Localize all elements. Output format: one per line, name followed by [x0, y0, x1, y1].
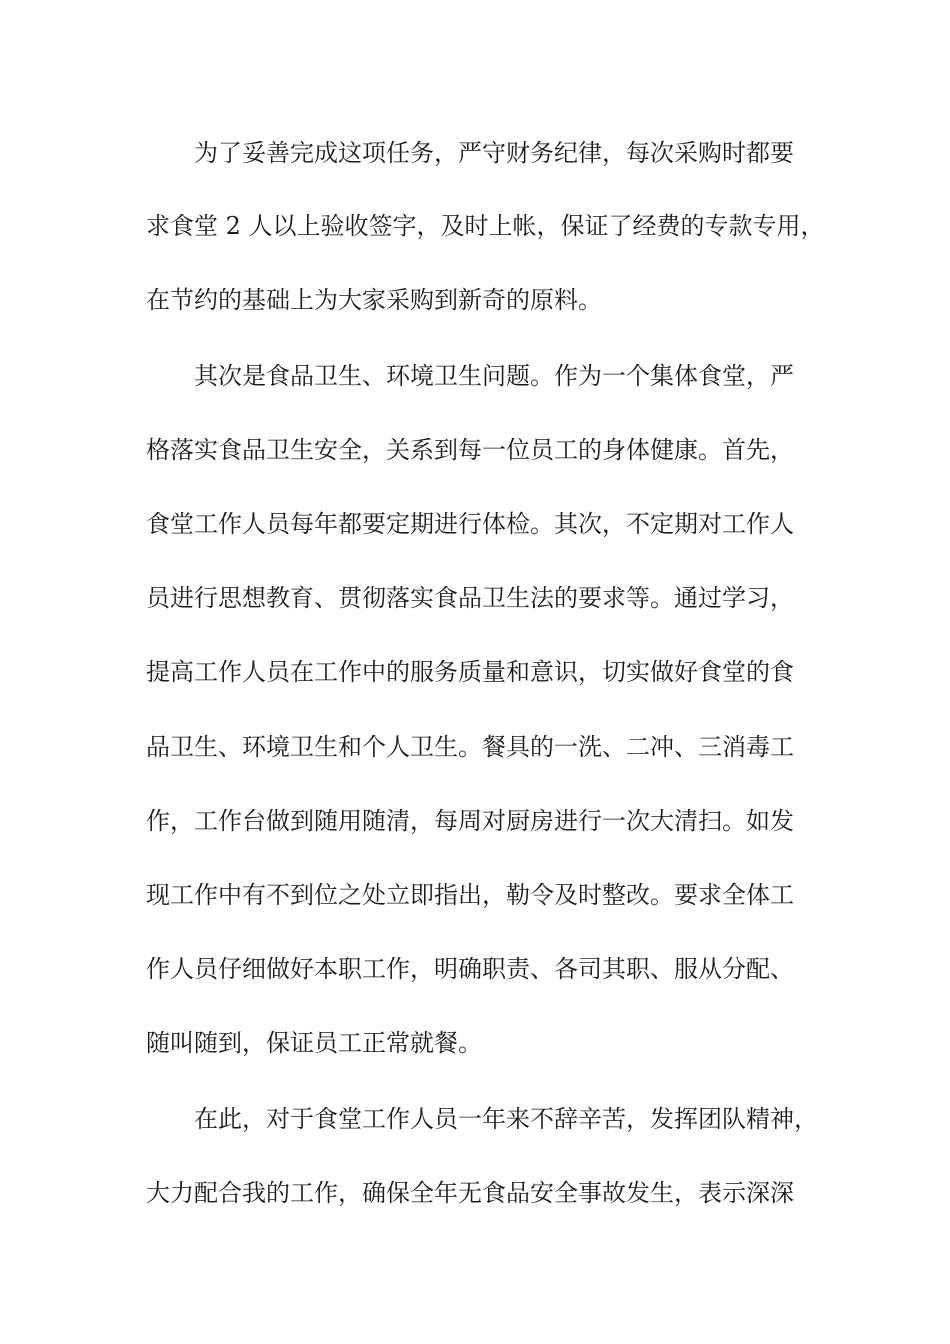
- paragraph-line: 作，工作台做到随用随清，每周对厨房进行一次大清扫。如发: [146, 807, 794, 835]
- paragraph-line: 食堂工作人员每年都要定期进行体检。其次，不定期对工作人: [146, 510, 794, 538]
- paragraph-line: 在节约的基础上为大家采购到新奇的原料。: [146, 286, 602, 314]
- paragraph-line: 其次是食品卫生、环境卫生问题。作为一个集体食堂，严: [194, 362, 794, 390]
- paragraph-line: 格落实食品卫生安全，关系到每一位员工的身体健康。首先，: [146, 436, 794, 464]
- paragraph-line: 随叫随到，保证员工正常就餐。: [146, 1029, 482, 1057]
- paragraph-line: 为了妥善完成这项任务，严守财务纪律，每次采购时都要: [194, 139, 794, 167]
- paragraph-line: 求食堂 2 人以上验收签字，及时上帐，保证了经费的专款专用，: [146, 212, 825, 240]
- paragraph-line: 作人员仔细做好本职工作，明确职责、各司其职、服从分配、: [146, 955, 794, 983]
- paragraph-line: 提高工作人员在工作中的服务质量和意识，切实做好食堂的食: [146, 658, 794, 686]
- paragraph-line: 大力配合我的工作，确保全年无食品安全事故发生，表示深深: [146, 1179, 794, 1207]
- paragraph-line: 现工作中有不到位之处立即指出，勒令及时整改。要求全体工: [146, 881, 794, 909]
- paragraph-line: 在此，对于食堂工作人员一年来不辞辛苦，发挥团队精神，: [194, 1105, 818, 1133]
- paragraph-line: 品卫生、环境卫生和个人卫生。餐具的一洗、二冲、三消毒工: [146, 733, 794, 761]
- paragraph-line: 员进行思想教育、贯彻落实食品卫生法的要求等。通过学习，: [146, 584, 794, 612]
